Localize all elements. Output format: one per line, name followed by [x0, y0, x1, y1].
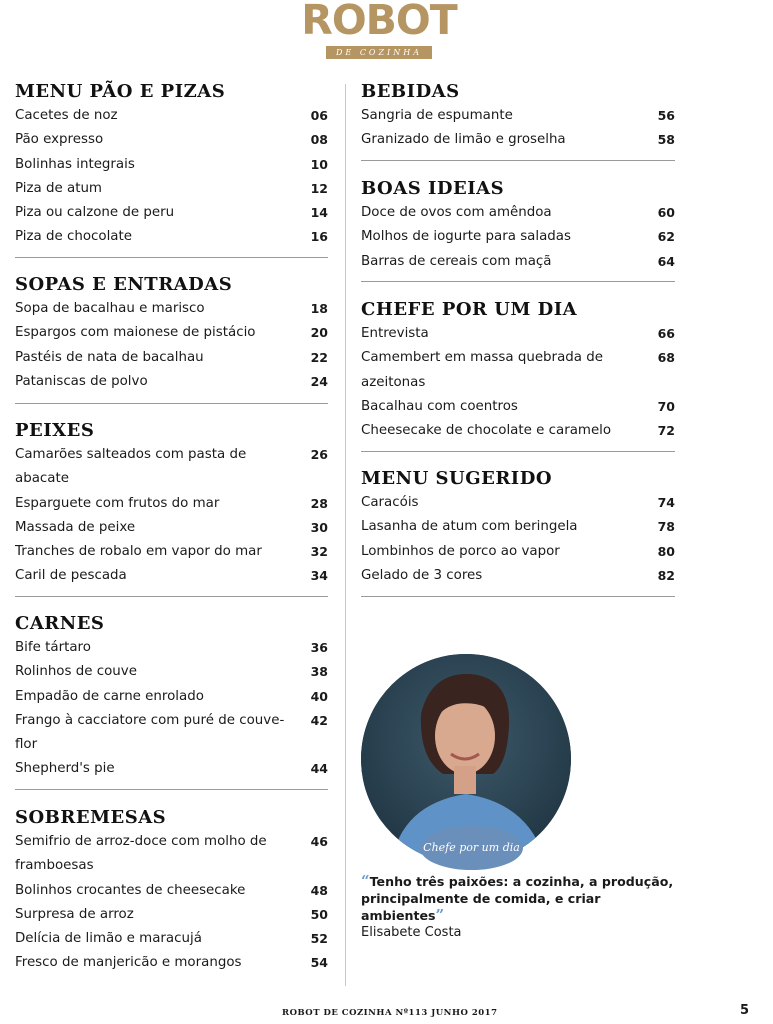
toc-entry-page: 44: [310, 761, 328, 777]
toc-entry-title: Semifrio de arroz-doce com molho de framboesas: [15, 834, 267, 874]
toc-entry-title: Espargos com maionese de pistácio: [15, 325, 256, 341]
toc-entry-page: 46: [310, 834, 328, 849]
toc-entry[interactable]: [361, 395, 675, 419]
toc-entry-title: Barras de cereais com maçã: [361, 253, 552, 269]
toc-entry-title: Granizado de limão e groselha: [361, 132, 566, 148]
chef-quote-text: Tenho três paixões: a cozinha, a produção, principalmente de comida, e criar ambientes: [361, 874, 674, 923]
toc-entry[interactable]: [361, 419, 675, 443]
toc-entry-title: Lasanha de atum com beringela: [361, 519, 578, 535]
toc-entry-title: Gelado de 3 cores: [361, 567, 483, 583]
toc-entry-page: 62: [657, 229, 675, 245]
section-divider: [15, 257, 328, 258]
toc-entry[interactable]: [15, 540, 328, 564]
toc-entry[interactable]: [15, 104, 328, 128]
toc-entry-title: Tranches de robalo em vapor do mar: [15, 544, 262, 560]
toc-entry[interactable]: [15, 903, 328, 927]
section-bebidas: [361, 80, 675, 153]
chef-quote-block: [361, 873, 681, 942]
section-title: SOPAS E ENTRADAS: [15, 274, 233, 295]
toc-entry[interactable]: [361, 491, 675, 515]
toc-entry[interactable]: [361, 201, 675, 225]
section-menu-pao-e-pizas: [15, 80, 328, 250]
toc-entry-title: Piza de chocolate: [15, 229, 132, 245]
toc-entry[interactable]: [361, 564, 675, 588]
section-divider: [361, 451, 675, 452]
section-divider: [361, 281, 675, 282]
toc-entry-title: Empadão de carne enrolado: [15, 688, 204, 704]
toc-entry[interactable]: [15, 564, 328, 588]
toc-entry-page: 48: [310, 882, 328, 898]
section-sopas-e-entradas: [15, 273, 328, 394]
section-divider: [15, 596, 328, 597]
chef-badge: Chefe por um dia: [420, 826, 523, 870]
toc-entry[interactable]: [15, 709, 328, 758]
toc-entry[interactable]: [361, 322, 675, 346]
toc-entry-title: Caracóis: [361, 495, 419, 510]
toc-entry[interactable]: [15, 879, 328, 903]
chef-name: Elisabete Costa: [361, 925, 462, 940]
section-title: BEBIDAS: [361, 81, 460, 102]
section-title: SOBREMESAS: [15, 807, 167, 828]
toc-entry-title: Molhos de iogurte para saladas: [361, 229, 571, 245]
toc-entry[interactable]: [15, 927, 328, 951]
toc-entry-title: Doce de ovos com amêndoa: [361, 205, 552, 220]
toc-entry[interactable]: [15, 660, 328, 684]
toc-entry[interactable]: [361, 515, 675, 539]
toc-entry-title: Cacetes de noz: [15, 108, 118, 123]
toc-entry[interactable]: [15, 685, 328, 709]
section-menu-sugerido: [361, 467, 675, 588]
toc-entry[interactable]: [15, 201, 328, 225]
toc-entry-page: 22: [310, 349, 328, 365]
toc-entry[interactable]: [15, 128, 328, 152]
toc-entry-page: 30: [310, 519, 328, 535]
section-title: CHEFE POR UM DIA: [361, 299, 578, 320]
section-divider: [15, 789, 328, 790]
footer-issue: ROBOT DE COZINHA Nº113 JUNHO 2017: [282, 1008, 498, 1018]
toc-entry-title: Surpresa de arroz: [15, 906, 134, 922]
toc-entry-title: Shepherd's pie: [15, 761, 115, 777]
toc-entry-title: Sopa de bacalhau e marisco: [15, 301, 205, 316]
toc-entry[interactable]: [15, 516, 328, 540]
toc-entry[interactable]: [361, 104, 675, 128]
toc-entry-page: 06: [310, 108, 328, 123]
section-title: BOAS IDEIAS: [361, 178, 505, 199]
toc-entry-title: Frango à cacciatore com puré de couve-flor: [15, 712, 285, 753]
toc-entry[interactable]: [15, 321, 328, 345]
toc-entry-title: Sangria de espumante: [361, 108, 513, 123]
toc-entry-title: Rolinhos de couve: [15, 664, 137, 680]
toc-entry-title: Bolinhos crocantes de cheesecake: [15, 882, 246, 898]
section-sobremesas: [15, 806, 328, 976]
section-title: CARNES: [15, 613, 105, 634]
toc-entry-page: 64: [657, 253, 675, 269]
toc-entry-page: 20: [310, 325, 328, 341]
toc-entry-page: 66: [657, 326, 675, 341]
toc-entry[interactable]: [15, 177, 328, 201]
toc-entry[interactable]: [15, 153, 328, 177]
toc-entry-title: Bacalhau com coentros: [361, 398, 518, 414]
toc-entry[interactable]: [15, 830, 328, 879]
section-carnes: [15, 612, 328, 782]
toc-entry-title: Piza de atum: [15, 180, 102, 196]
section-divider: [361, 160, 675, 161]
toc-entry-title: Massada de peixe: [15, 519, 136, 535]
section-peixes: [15, 419, 328, 589]
toc-entry[interactable]: [15, 225, 328, 249]
toc-entry-page: 56: [657, 108, 675, 123]
toc-entry-title: Pão expresso: [15, 132, 104, 148]
toc-entry-page: 54: [310, 955, 328, 971]
toc-entry-title: Bolinhas integrais: [15, 156, 135, 172]
toc-entry[interactable]: [361, 346, 675, 395]
toc-entry-page: 32: [310, 544, 328, 560]
toc-entry-title: Camarões salteados com pasta de abacate: [15, 447, 247, 487]
toc-entry-page: 16: [310, 229, 328, 245]
toc-entry[interactable]: [361, 225, 675, 249]
toc-entry[interactable]: [361, 250, 675, 274]
toc-entry-page: 78: [657, 519, 675, 535]
toc-entry-title: Delícia de limão e maracujá: [15, 931, 202, 947]
toc-entry-page: 50: [310, 906, 328, 922]
logo-main-text: ROBOT: [301, 0, 457, 44]
column-divider: [345, 84, 346, 986]
toc-entry-title: Lombinhos de porco ao vapor: [361, 543, 560, 559]
toc-entry-page: 68: [657, 350, 675, 366]
chef-quote: [361, 873, 681, 924]
toc-entry-title: Bife tártaro: [15, 640, 91, 655]
toc-entry[interactable]: [15, 370, 328, 394]
toc-entry-page: 72: [657, 423, 675, 439]
toc-entry-title: Cheesecake de chocolate e caramelo: [361, 423, 612, 439]
toc-entry-page: 38: [310, 664, 328, 680]
section-boas-ideias: [361, 177, 675, 274]
toc-entry[interactable]: [15, 492, 328, 516]
toc-entry-page: 18: [310, 301, 328, 316]
toc-entry[interactable]: [15, 951, 328, 975]
section-chefe-por-um-dia: [361, 298, 675, 443]
toc-entry-page: 42: [310, 712, 328, 728]
toc-entry-page: 58: [657, 132, 675, 148]
toc-entry-page: 40: [310, 688, 328, 704]
section-title: MENU SUGERIDO: [361, 468, 553, 489]
section-divider: [15, 403, 328, 404]
toc-entry-page: 80: [657, 543, 675, 559]
toc-entry-title: Caril de pescada: [15, 568, 127, 584]
toc-entry[interactable]: [15, 346, 328, 370]
toc-entry-page: 52: [310, 931, 328, 947]
page-number: 5: [740, 1003, 750, 1018]
toc-entry[interactable]: [361, 128, 675, 152]
toc-entry-page: 24: [310, 373, 328, 389]
toc-entry-page: 74: [657, 495, 675, 510]
toc-entry[interactable]: [15, 297, 328, 321]
magazine-logo: [290, 0, 468, 56]
toc-entry-page: 26: [310, 447, 328, 462]
toc-entry-page: 36: [310, 640, 328, 655]
toc-entry-page: 08: [310, 132, 328, 148]
logo-sub-text: DE COZINHA: [326, 46, 432, 59]
toc-entry-page: 12: [310, 180, 328, 196]
toc-entry[interactable]: [15, 443, 328, 492]
toc-entry-title: Pataniscas de polvo: [15, 373, 148, 389]
toc-entry-title: Pastéis de nata de bacalhau: [15, 349, 204, 365]
section-title: MENU PÃO E PIZAS: [15, 81, 226, 102]
toc-entry-page: 60: [657, 205, 675, 220]
section-title: PEIXES: [15, 420, 95, 441]
toc-entry[interactable]: [15, 757, 328, 781]
toc-entry-title: Fresco de manjericão e morangos: [15, 955, 242, 971]
toc-entry-page: 28: [310, 495, 328, 511]
toc-entry-title: Esparguete com frutos do mar: [15, 495, 220, 511]
toc-entry-page: 70: [657, 398, 675, 414]
toc-entry-title: Piza ou calzone de peru: [15, 205, 175, 221]
toc-entry-page: 82: [657, 567, 675, 583]
section-divider: [361, 596, 675, 597]
toc-entry-page: 14: [310, 205, 328, 221]
toc-entry[interactable]: [361, 540, 675, 564]
close-quote-icon: ”: [435, 906, 445, 924]
open-quote-icon: “: [361, 872, 370, 890]
toc-entry-title: Camembert em massa quebrada de azeitonas: [361, 350, 603, 390]
toc-entry-page: 34: [310, 568, 328, 584]
toc-entry-page: 10: [310, 156, 328, 172]
toc-entry[interactable]: [15, 636, 328, 660]
toc-entry-title: Entrevista: [361, 326, 429, 341]
